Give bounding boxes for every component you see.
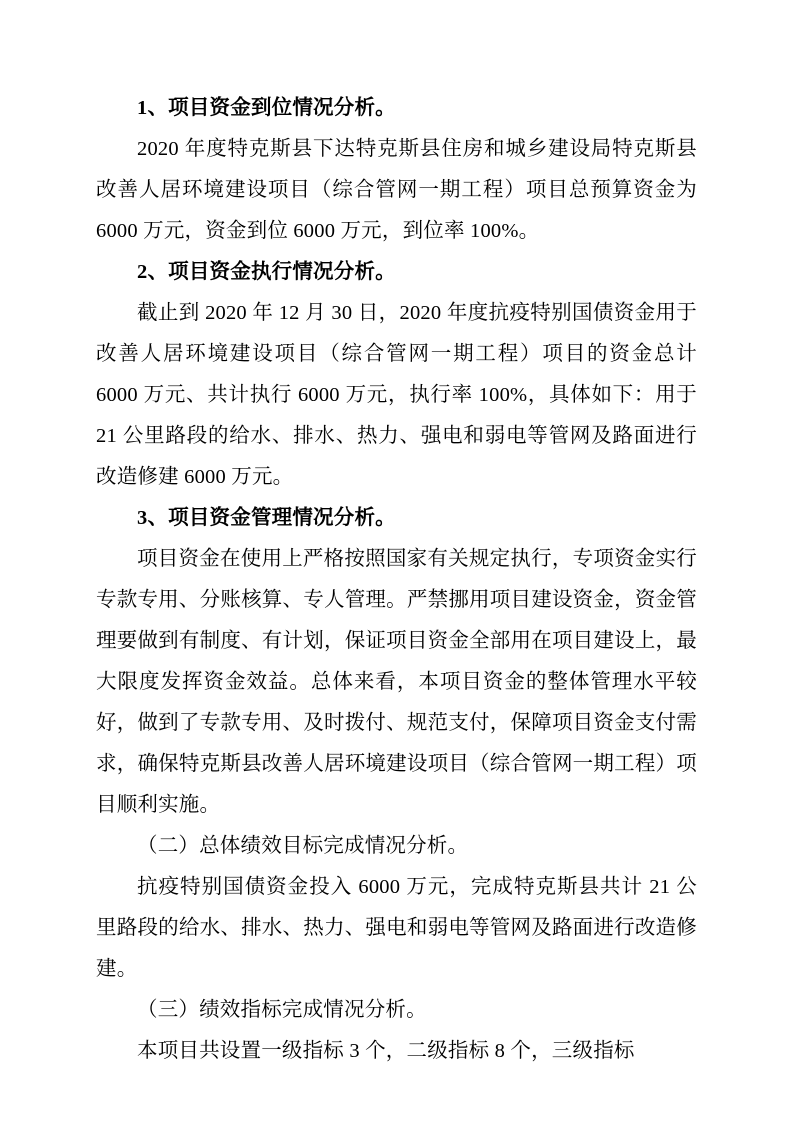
section-heading-funds-management: 3、项目资金管理情况分析。 (137, 507, 396, 529)
document-body (96, 88, 697, 1072)
paragraph-performance-indicators: 本项目共设置一级指标 3 个，二级指标 8 个，三级指标 (137, 1040, 635, 1062)
paragraph-overall-performance: 抗疫特别国债资金投入 6000 万元，完成特克斯县共计 21 公里路段的给水、排水、热力、强电和弱电等管网及路面进行改造修建。 (96, 876, 697, 980)
subsection-heading-performance-indicators: （三）绩效指标完成情况分析。 (137, 999, 427, 1021)
section-heading-funds-arrival: 1、项目资金到位情况分析。 (137, 97, 396, 119)
paragraph-funds-management: 项目资金在使用上严格按照国家有关规定执行，专项资金实行专款专用、分账核算、专人管理。严禁挪用项目建设资金，资金管理要做到有制度、有计划，保证项目资金全部用在项目建设上，最大限度发挥资金效益。总体来看，本项目资金的整体管理水平较好，做到了专款专用、及时拨付、规范支付，保障项目资金支付需求，确保特克斯县改善人居环境建设项目（综合管网一期工程）项目顺利实施。 (96, 548, 697, 816)
paragraph-funds-arrival: 2020 年度特克斯县下达特克斯县住房和城乡建设局特克斯县改善人居环境建设项目（综合管网一期工程）项目总预算资金为 6000 万元，资金到位 6000 万元，到位率 100%。 (96, 138, 697, 242)
section-heading-funds-execution: 2、项目资金执行情况分析。 (137, 261, 396, 283)
subsection-heading-overall-performance: （二）总体绩效目标完成情况分析。 (137, 835, 469, 857)
paragraph-funds-execution: 截止到 2020 年 12 月 30 日，2020 年度抗疫特别国债资金用于改善人居环境建设项目（综合管网一期工程）项目的资金总计 6000 万元、共计执行 6000 万元，执行率 100%，具体如下：用于 21 公里路段的给水、排水、热力、强电和弱电等管网及路面进行改造修建 6000 万元。 (96, 302, 697, 488)
